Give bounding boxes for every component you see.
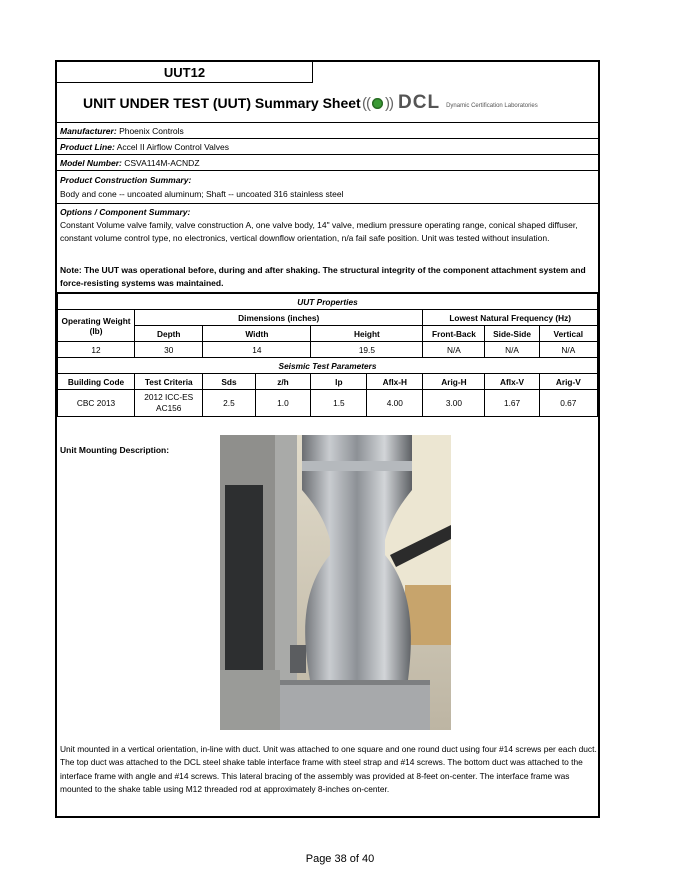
model-value: CSVA114M-ACNDZ [124, 158, 200, 168]
product-line-row [57, 139, 598, 155]
options-label: Options / Component Summary: [60, 207, 191, 217]
construction-row [57, 171, 598, 204]
product-line-label: Product Line: [60, 142, 115, 152]
logo-text: DCL [398, 92, 441, 113]
side-side-header: Side-Side [485, 326, 539, 342]
height-header: Height [311, 326, 423, 342]
width-value: 14 [203, 342, 311, 358]
height-value: 19.5 [311, 342, 423, 358]
manufacturer-value: Phoenix Controls [119, 126, 184, 136]
dimensions-header: Dimensions (inches) [135, 310, 423, 326]
front-back-value: N/A [423, 342, 485, 358]
construction-value: Body and cone -- uncoated aluminum; Shaft -- uncoated 316 stainless steel [60, 189, 344, 199]
properties-table [57, 292, 598, 417]
dcl-logo [362, 92, 538, 114]
seismic-value: CBC 2013 [58, 390, 135, 417]
signal-waves-icon: )) [385, 94, 393, 112]
title-row [57, 83, 598, 123]
vertical-header: Vertical [539, 326, 597, 342]
seismic-header: Sds [203, 374, 255, 390]
seismic-header: Aflx-V [485, 374, 539, 390]
green-dot-icon [372, 98, 383, 109]
product-line-value: Accel II Airflow Control Valves [116, 142, 229, 152]
frequency-header: Lowest Natural Frequency (Hz) [423, 310, 598, 326]
options-value: Constant Volume valve family, valve construction A, one valve body, 14" valve, medium pressure operating range, conical shaped diffuser, constant volume control type, no electronics, vertical downflow orientation, n/a fail safe position. Unit was tested without insulation. [60, 220, 578, 243]
seismic-value: 3.00 [423, 390, 485, 417]
seismic-value: 2.5 [203, 390, 255, 417]
seismic-header: Test Criteria [135, 374, 203, 390]
seismic-value: 4.00 [367, 390, 423, 417]
summary-sheet [55, 60, 600, 818]
seismic-value: 1.0 [255, 390, 311, 417]
signal-waves-icon: (( [362, 94, 370, 112]
manufacturer-row [57, 123, 598, 139]
seismic-header: Arig-H [423, 374, 485, 390]
side-side-value: N/A [485, 342, 539, 358]
page-title: UNIT UNDER TEST (UUT) Summary Sheet [83, 95, 361, 111]
note-text: Note: The UUT was operational before, during and after shaking. The structural integrity of the component attachment system and force-resisting systems was maintained. [60, 265, 586, 288]
seismic-value: 1.5 [311, 390, 367, 417]
seismic-value: 2012 ICC-ES AC156 [135, 390, 203, 417]
page-number: Page 38 of 40 [305, 853, 375, 865]
seismic-header: Arig-V [539, 374, 597, 390]
seismic-header: Aflx-H [367, 374, 423, 390]
weight-value: 12 [58, 342, 135, 358]
logo-subtitle: Dynamic Certification Laboratories [446, 103, 538, 109]
model-label: Model Number: [60, 158, 122, 168]
uut-id: UUT12 [57, 62, 313, 83]
mounting-description: Unit mounted in a vertical orientation, in-line with duct. Unit was attached to one square and one round duct using four #14 screws per each duct. The top duct was attached to the DCL steel shake table interface frame with steel strap and #14 screws. The bottom duct was attached to the interface frame with angle and #14 screws. This lateral bracing of the assembly was provided at 8-feet on-center. The interface frame was mounted to the shake table using M12 threaded rod at approximately 8-inches on-center. [60, 744, 597, 794]
seismic-header: z/h [255, 374, 311, 390]
op-weight-header: Operating Weight (lb) [58, 310, 135, 342]
construction-label: Product Construction Summary: [60, 175, 192, 185]
width-header: Width [203, 326, 311, 342]
seismic-header: Building Code [58, 374, 135, 390]
seismic-value: 1.67 [485, 390, 539, 417]
unit-photo [220, 435, 451, 730]
depth-value: 30 [135, 342, 203, 358]
seismic-title: Seismic Test Parameters [58, 358, 598, 374]
mounting-label: Unit Mounting Description: [60, 445, 170, 455]
model-row [57, 155, 598, 171]
front-back-header: Front-Back [423, 326, 485, 342]
seismic-header: Ip [311, 374, 367, 390]
depth-header: Depth [135, 326, 203, 342]
options-block [57, 206, 598, 245]
manufacturer-label: Manufacturer: [60, 126, 117, 136]
vertical-value: N/A [539, 342, 597, 358]
seismic-value: 0.67 [539, 390, 597, 417]
properties-title: UUT Properties [58, 293, 598, 310]
